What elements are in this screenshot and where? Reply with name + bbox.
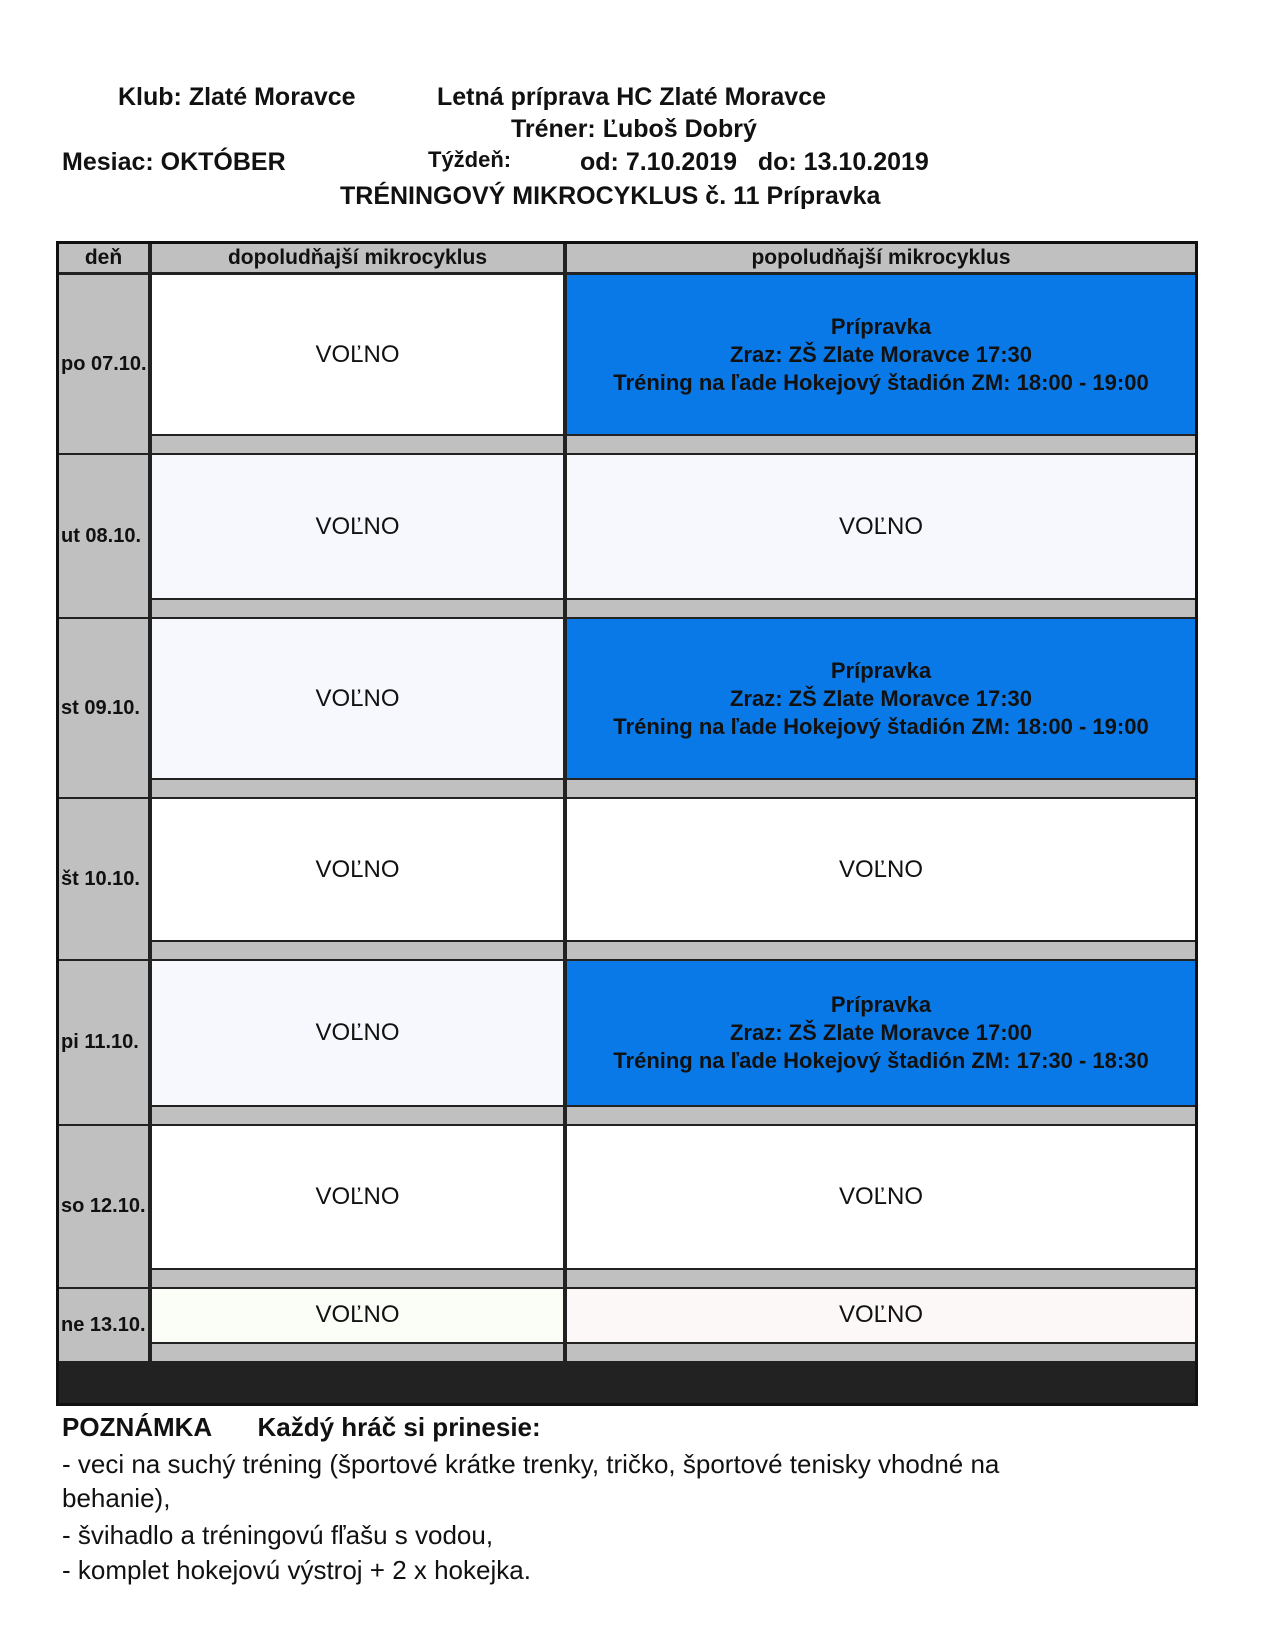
row-divider-strip: [152, 1270, 563, 1287]
training-line: Tréning na ľade Hokejový štadión ZM: 18:00 - 19:00: [613, 369, 1149, 395]
row-divider-strip: [152, 942, 563, 959]
week-range: od: 7.10.2019 do: 13.10.2019: [580, 148, 929, 176]
training-session-cell: [567, 619, 1195, 778]
training-session-cell: [567, 275, 1195, 434]
morning-cell: VOĽNO: [152, 275, 563, 434]
row-divider-strip: [567, 600, 1195, 617]
note-heading-line: [62, 1410, 541, 1444]
afternoon-cell: VOĽNO: [567, 1126, 1195, 1268]
training-line: Zraz: ZŠ Zlate Moravce 17:30: [729, 341, 1032, 367]
column-header-morning: dopoludňajší mikrocyklus: [152, 244, 563, 272]
month-label: Mesiac: OKTÓBER: [62, 148, 286, 176]
day-cell: [59, 1289, 148, 1361]
training-line: Prípravka: [830, 657, 932, 683]
day-label: ne 13.10.: [61, 1313, 146, 1336]
training-line: Tréning na ľade Hokejový štadión ZM: 18:00 - 19:00: [613, 713, 1149, 739]
row-divider-strip: [152, 1344, 563, 1361]
morning-cell: VOĽNO: [152, 1289, 563, 1342]
microcycle-title: TRÉNINGOVÝ MIKROCYKLUS č. 11 Prípravka: [340, 182, 881, 210]
note-line-1: - veci na suchý tréning (športové krátke trenky, tričko, športové tenisky vhodné na: [62, 1449, 1000, 1479]
club-label: Klub: Zlaté Moravce: [118, 83, 356, 111]
day-cell: [59, 961, 148, 1124]
day-label: št 10.10.: [61, 867, 140, 890]
note-line-4: - komplet hokejovú výstroj + 2 x hokejka.: [62, 1555, 531, 1585]
afternoon-cell: VOĽNO: [567, 1289, 1195, 1342]
day-label: ut 08.10.: [61, 524, 142, 547]
row-divider-strip: [152, 1107, 563, 1124]
day-cell: [59, 799, 148, 959]
training-line: Prípravka: [830, 313, 932, 339]
day-cell: [59, 275, 148, 453]
coach-label: Tréner: Ľuboš Dobrý: [511, 115, 757, 143]
row-divider-strip: [567, 1107, 1195, 1124]
day-label: pi 11.10.: [61, 1031, 139, 1053]
row-divider-strip: [567, 1344, 1195, 1361]
row-divider-strip: [567, 1270, 1195, 1287]
training-line: Zraz: ZŠ Zlate Moravce 17:30: [729, 685, 1032, 711]
row-divider-strip: [567, 942, 1195, 959]
training-line: Tréning na ľade Hokejový štadión ZM: 17:30 - 18:30: [613, 1048, 1149, 1073]
column-header-afternoon: popoludňajší mikrocyklus: [567, 244, 1195, 272]
morning-cell: VOĽNO: [152, 1126, 563, 1268]
row-divider-strip: [152, 436, 563, 453]
morning-cell: VOĽNO: [152, 799, 563, 940]
schedule-table: [56, 241, 1198, 1406]
morning-cell: VOĽNO: [152, 961, 563, 1105]
column-header-day: deň: [59, 244, 148, 272]
day-label: po 07.10.: [61, 352, 147, 375]
training-line: Prípravka: [830, 992, 932, 1017]
morning-cell: VOĽNO: [152, 455, 563, 598]
note-heading: POZNÁMKA: [62, 1412, 213, 1442]
afternoon-cell: VOĽNO: [567, 799, 1195, 940]
day-cell: [59, 1126, 148, 1287]
week-label: Týždeň:: [428, 147, 512, 172]
day-cell: [59, 455, 148, 617]
row-divider-strip: [152, 780, 563, 797]
note-line-3: - švihadlo a tréningovú fľašu s vodou,: [62, 1520, 494, 1550]
row-divider-strip: [152, 600, 563, 617]
training-session-cell: [567, 961, 1195, 1105]
day-label: st 09.10.: [61, 696, 140, 719]
row-divider-strip: [567, 780, 1195, 797]
afternoon-cell: VOĽNO: [567, 455, 1195, 598]
row-divider-strip: [567, 436, 1195, 453]
training-line: Zraz: ZŠ Zlate Moravce 17:00: [729, 1020, 1032, 1045]
day-cell: [59, 619, 148, 797]
note-line-2: behanie),: [62, 1483, 171, 1513]
morning-cell: VOĽNO: [152, 619, 563, 778]
day-label: so 12.10.: [61, 1195, 146, 1217]
note-subheading: Každý hráč si prinesie:: [257, 1412, 541, 1442]
document-title: Letná príprava HC Zlaté Moravce: [437, 83, 827, 111]
